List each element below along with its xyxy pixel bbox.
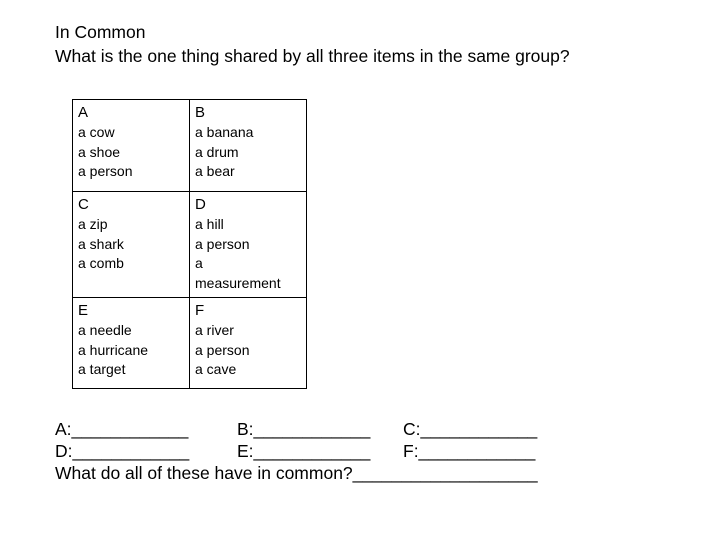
group-item: a comb	[78, 255, 124, 271]
group-letter: F	[195, 302, 205, 319]
group-item: a zip	[78, 216, 108, 232]
group-item: a person	[78, 163, 133, 179]
group-cell-c	[73, 192, 190, 298]
group-cell-d	[190, 192, 307, 298]
answer-blank-d[interactable]: D:____________	[55, 441, 190, 461]
group-item: a shark	[78, 235, 124, 252]
group-item: a bear	[195, 163, 235, 179]
group-cell-e	[73, 298, 190, 389]
group-item: a	[195, 255, 203, 271]
group-item: a drum	[195, 143, 239, 160]
group-letter: B	[195, 104, 206, 121]
group-item: a target	[78, 361, 126, 377]
answer-blank-e[interactable]: E:____________	[237, 441, 371, 461]
group-letter: E	[78, 302, 89, 319]
answer-blank-c[interactable]: C:____________	[403, 419, 538, 439]
table-row	[73, 100, 307, 192]
group-item: a cow	[78, 124, 115, 140]
instruction-question: What is the one thing shared by all three items in the same group?	[55, 46, 570, 66]
group-item: a hill	[195, 216, 224, 232]
group-item: a banana	[195, 124, 254, 140]
answer-row	[55, 440, 655, 462]
group-item: a person	[195, 341, 250, 358]
page-title: In Common	[55, 22, 146, 42]
group-cell-f	[190, 298, 307, 389]
group-letter: A	[78, 104, 89, 121]
answer-section	[55, 418, 655, 484]
group-cell-b	[190, 100, 307, 192]
group-cell-a	[73, 100, 190, 192]
table-row	[73, 298, 307, 389]
group-item: a river	[195, 322, 234, 338]
group-item: a cave	[195, 361, 237, 377]
table-row	[73, 192, 307, 298]
group-item: a hurricane	[78, 341, 149, 358]
group-letter: D	[195, 196, 206, 213]
answer-row	[55, 418, 655, 440]
groups-table	[72, 99, 307, 389]
common-answer-blank[interactable]: What do all of these have in common?___________________	[55, 463, 538, 483]
answer-blank-a[interactable]: A:____________	[55, 419, 189, 439]
group-item: a needle	[78, 322, 132, 338]
group-item: measurement	[195, 274, 281, 291]
group-item: a shoe	[78, 143, 121, 160]
answer-blank-b[interactable]: B:____________	[237, 419, 371, 439]
answer-blank-f[interactable]: F:____________	[403, 441, 536, 461]
group-item: a person	[195, 235, 250, 252]
group-letter: C	[78, 196, 89, 213]
